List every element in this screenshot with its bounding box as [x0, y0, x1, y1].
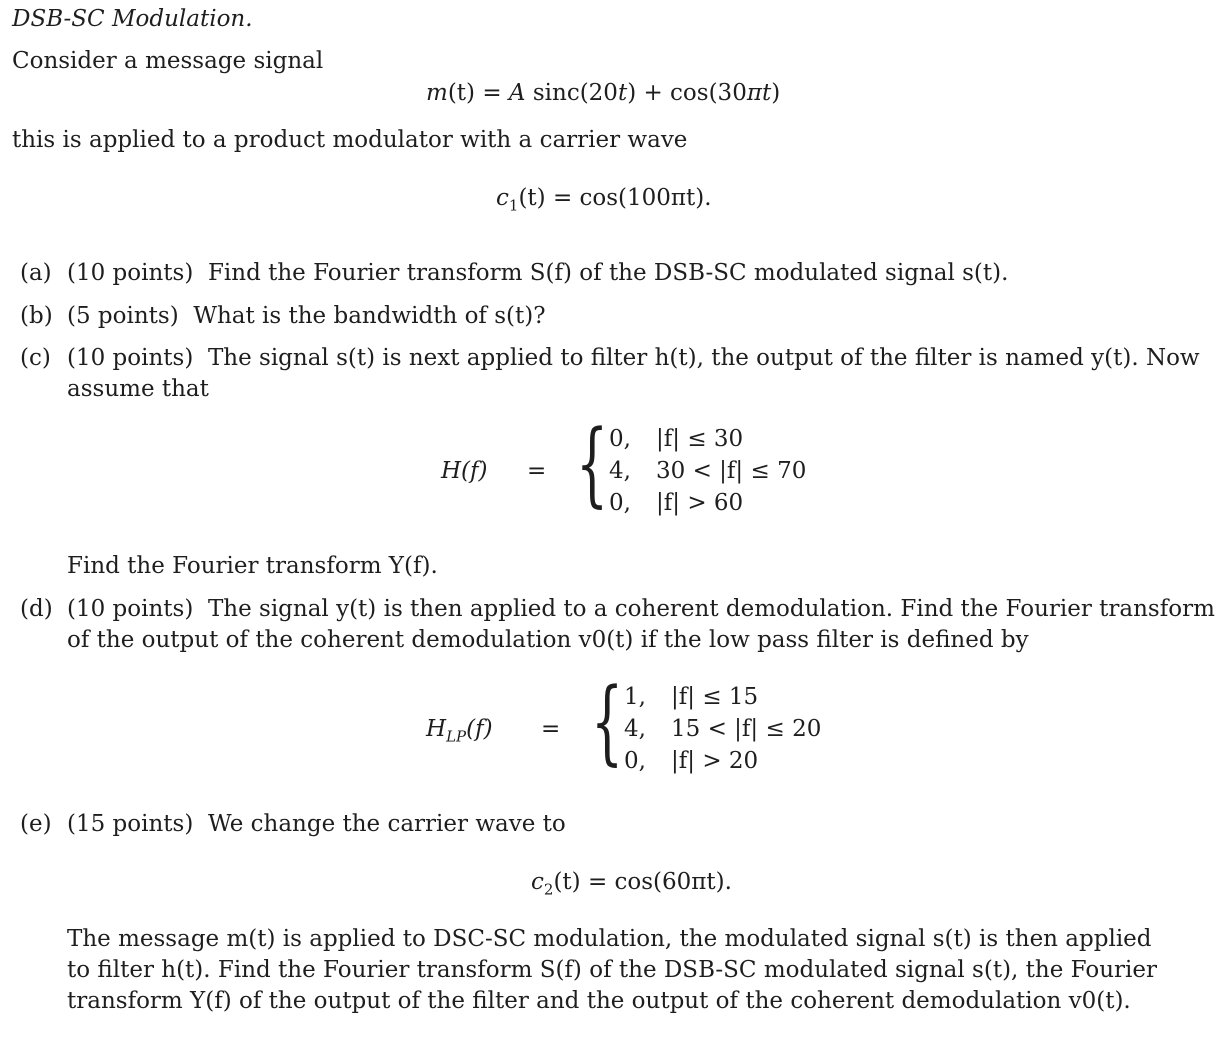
HLP-row-1-cond: 15 < |f| ≤ 20: [671, 716, 822, 742]
HLP-row-2-cond: |f| > 20: [671, 748, 759, 774]
H-row-1-value: 4,: [609, 458, 631, 484]
part-c-line2: assume that: [67, 376, 209, 402]
HLP-lhs-arg: (f): [466, 716, 493, 742]
part-d-line2: of the output of the coherent demodulation v0(t) if the low pass filter is defined by: [67, 627, 1029, 653]
HLP-equals: =: [541, 716, 561, 742]
carrier2-equation: [531, 869, 732, 899]
c2-rest: (t) = cos(60πt).: [553, 869, 732, 895]
eq-pi: π: [746, 80, 762, 106]
H-left-brace-icon: {: [576, 410, 609, 517]
eq-m: m: [426, 80, 448, 106]
part-a-points: (10 points): [67, 260, 194, 286]
H-lhs: [441, 458, 488, 484]
H-row-1-cond: 30 < |f| ≤ 70: [656, 458, 807, 484]
H-lhs-text: H(f): [441, 458, 488, 484]
HLP-lhs-symbol: H: [426, 716, 447, 742]
c2-subscript: 2: [543, 880, 554, 899]
carrier1-equation: [496, 185, 712, 215]
part-e-label: (e): [20, 811, 52, 837]
HLP-row-0-value: 1,: [624, 684, 646, 710]
H-equals: =: [527, 458, 547, 484]
part-a-question: Find the Fourier transform S(f) of the DSB-SC modulated signal s(t).: [207, 260, 1009, 286]
part-e-points: (15 points): [67, 811, 194, 837]
part-d-question: The signal y(t) is then applied to a coherent demodulation. Find the Fourier transform: [207, 596, 1215, 622]
eq-t1: t: [617, 80, 628, 106]
H-row-0-value: 0,: [609, 426, 631, 452]
c2-symbol: c: [531, 869, 544, 895]
problem-heading: DSB-SC Modulation.: [12, 6, 253, 32]
c1-symbol: c: [496, 185, 509, 211]
part-c-question: The signal s(t) is next applied to filter h(t), the output of the filter is named y(t). Now: [207, 345, 1200, 371]
part-d-points: (10 points): [67, 596, 194, 622]
part-e-para-line2: to filter h(t). Find the Fourier transform S(f) of the DSB-SC modulated signal s(t), the Fourier: [67, 957, 1157, 983]
part-a-label: (a): [20, 260, 52, 286]
part-b-label: (b): [20, 303, 53, 329]
carrier-intro-text: this is applied to a product modulator with a carrier wave: [12, 127, 688, 153]
HLP-row-1-value: 4,: [624, 716, 646, 742]
eq-mid: ) + cos(30: [627, 80, 747, 106]
part-b-question: What is the bandwidth of s(t)?: [193, 303, 546, 329]
message-equation: [426, 80, 780, 106]
part-c-after: Find the Fourier transform Y(f).: [67, 553, 438, 579]
c1-rest: (t) = cos(100πt).: [518, 185, 712, 211]
part-c-line1: [67, 345, 1200, 371]
eq-A: A: [508, 80, 526, 106]
H-row-0-cond: |f| ≤ 30: [656, 426, 744, 452]
HLP-lhs: [426, 716, 493, 746]
part-d-line1: [67, 596, 1215, 622]
eq-m-arg: (t) =: [447, 80, 509, 106]
HLP-row-2-value: 0,: [624, 748, 646, 774]
eq-t2: t: [761, 80, 772, 106]
part-e-para-line3: transform Y(f) of the output of the filter and the output of the coherent demodulation v0(t).: [67, 988, 1131, 1014]
H-row-2-cond: |f| > 60: [656, 490, 744, 516]
part-e-text: [67, 811, 566, 837]
part-c-label: (c): [20, 345, 51, 371]
H-row-2-value: 0,: [609, 490, 631, 516]
eq-close: ): [771, 80, 781, 106]
part-a-text: [67, 260, 1008, 286]
part-e-question: We change the carrier wave to: [207, 811, 566, 837]
HLP-left-brace-icon: {: [591, 668, 624, 775]
part-b-text: [67, 303, 546, 329]
c1-subscript: 1: [508, 196, 519, 215]
HLP-lhs-subscript: LP: [446, 727, 467, 746]
part-e-para-line1: The message m(t) is applied to DSC-SC modulation, the modulated signal s(t) is then applied: [67, 926, 1152, 952]
part-b-points: (5 points): [67, 303, 179, 329]
eq-sinc: sinc(20: [525, 80, 618, 106]
intro-text: Consider a message signal: [12, 48, 324, 74]
part-d-label: (d): [20, 596, 53, 622]
HLP-row-0-cond: |f| ≤ 15: [671, 684, 759, 710]
part-c-points: (10 points): [67, 345, 194, 371]
